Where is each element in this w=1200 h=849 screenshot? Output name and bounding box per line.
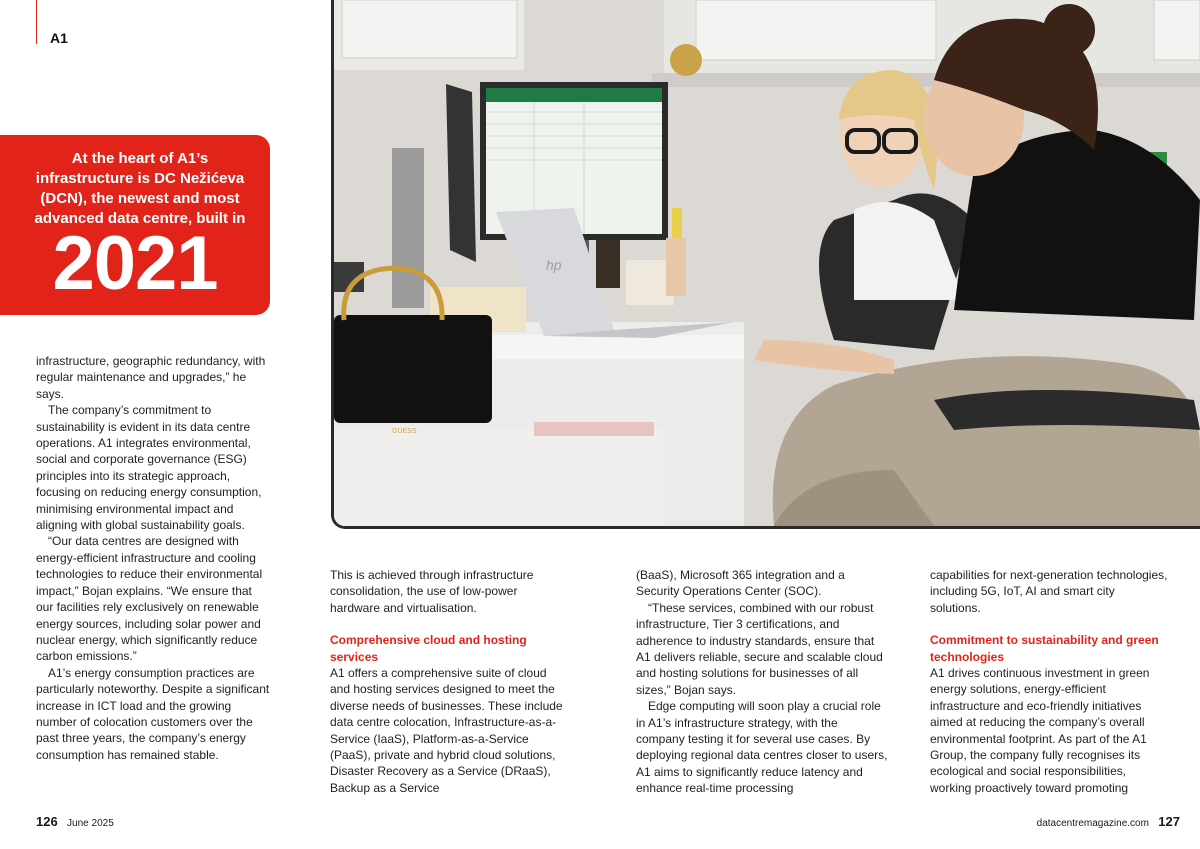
left-page-number: 126: [36, 814, 58, 829]
col4-para-1: capabilities for next-generation technologies, including 5G, IoT, AI and smart city solutions.: [930, 568, 1168, 615]
office-photo: [331, 0, 1200, 529]
col1-para-4: A1’s energy consumption practices are particularly noteworthy. Despite a significant increase in ICT load and the growing number of colocation customers over the past three years, the company’s energy consumption has remained stable.: [36, 665, 270, 762]
column-3: [636, 567, 888, 797]
issue-date: June 2025: [67, 818, 114, 829]
stat-callout: [0, 135, 270, 315]
bag-logo: GUESS: [392, 428, 417, 435]
col3-para-3: Edge computing will soon play a crucial role in A1’s infrastructure strategy, with the company testing it for several use cases. By deploying regional data centres closer to users, A1 aims to significantly reduce latency and enhance real-time processing: [636, 699, 888, 796]
brand-label: A1: [50, 30, 68, 46]
callout-year: 2021: [52, 221, 218, 306]
site-url: datacentremagazine.com: [1036, 818, 1149, 829]
column-2: [330, 567, 566, 796]
footer-left: [36, 814, 114, 829]
column-1: [36, 353, 272, 763]
col3-para-1: (BaaS), Microsoft 365 integration and a Security Operations Center (SOC).: [636, 568, 845, 599]
col4-para-2: A1 drives continuous investment in green energy solutions, energy-efficient infrastructure and eco-friendly initiatives aimed at reducing the company’s overall environmental footprint. As part of the A1 Group, the company fully recognises its ecological and social responsibilities, working proactively toward promoting: [930, 666, 1150, 795]
col1-para-1: infrastructure, geographic redundancy, with regular maintenance and upgrades,” he says.: [36, 354, 266, 401]
header-rule: [36, 0, 37, 44]
col2-heading: Comprehensive cloud and hosting services: [330, 633, 527, 664]
footer-right: [1037, 814, 1180, 829]
laptop-logo: hp: [546, 257, 562, 273]
col2-para-2: A1 offers a comprehensive suite of cloud and hosting services designed to meet the diverse needs of businesses. These include data centre colocation, Infrastructure-as-a-Service (IaaS), Platform-as-a-Service (PaaS), private and hybrid cloud solutions, Disaster Recovery as a Service (DRaaS), Backup as a Service: [330, 666, 563, 795]
col1-para-3: “Our data centres are designed with energy-efficient infrastructure and cooling technologies to reduce their environmental impact,” Bojan explains. “We ensure that our facilities rely exclusively on renewable energy sources, including solar power and nuclear energy, which significantly reduce carbon emissions.”: [36, 534, 263, 664]
office-photo-illustration: [334, 0, 1200, 526]
right-page-number: 127: [1158, 814, 1180, 829]
col4-heading: Commitment to sustainability and green technologies: [930, 633, 1159, 664]
col3-para-2: “These services, combined with our robust infrastructure, Tier 3 certifications, and adherence to industry standards, ensure that A1 delivers reliable, secure and scalable cloud and hosting solutions for businesses of all sizes,” Bojan says.: [636, 600, 883, 697]
column-4: [930, 567, 1168, 796]
callout-text: At the heart of A1’s infrastructure is DC Nežićeva (DCN), the newest and most advanced data centre, built in: [34, 150, 246, 227]
col1-para-2: The company’s commitment to sustainability is evident in its data centre operations. A1 integrates environmental, social and corporate governance (ESG) principles into its strategic approach, focusing on reducing energy consumption, minimising environmental impact and aligning with global sustainability goals.: [36, 403, 262, 533]
col2-para-1: This is achieved through infrastructure consolidation, the use of low-power hardware and virtualisation.: [330, 568, 534, 615]
